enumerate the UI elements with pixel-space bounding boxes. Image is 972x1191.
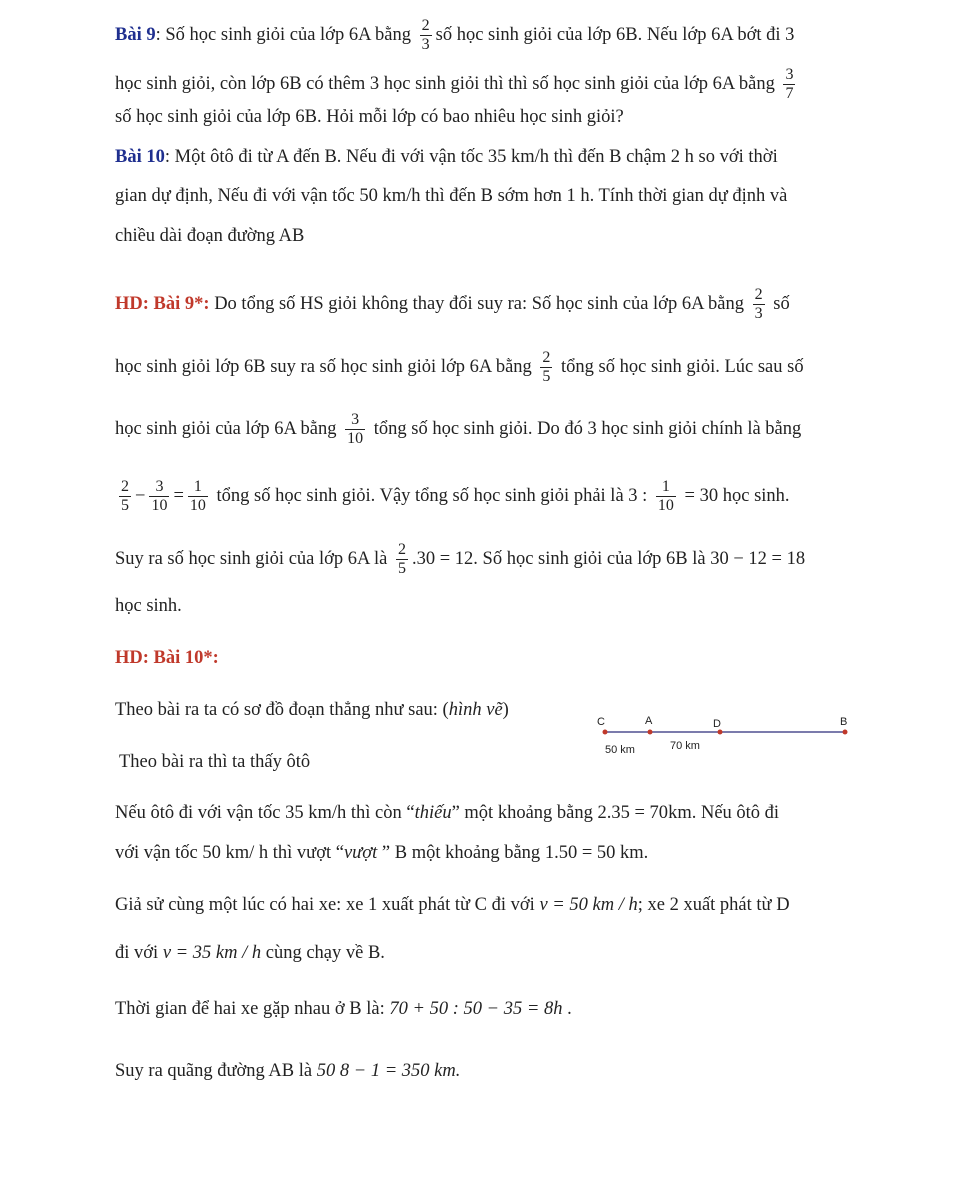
num: 2 — [397, 541, 406, 558]
fraction — [656, 478, 676, 515]
hd9-line1 — [115, 286, 790, 323]
text: ” một khoảng bằng — [451, 803, 593, 823]
text: Thời gian để hai xe gặp nhau ở B là: — [115, 999, 385, 1019]
math: 30 − 12 = 18 — [710, 548, 806, 569]
op: − — [135, 485, 146, 506]
hd10-line3 — [115, 801, 779, 825]
math: 70 + 50 : 50 − 35 = 8h — [389, 999, 563, 1019]
b10-line3: chiều dài đoạn đường AB — [115, 226, 305, 246]
text: Theo bài ra ta có sơ đồ đoạn thẳng như sau: ( — [115, 700, 449, 720]
num: 1 — [193, 478, 202, 495]
italic-text: vượt — [343, 843, 378, 863]
label-ad: 70 km — [670, 740, 700, 752]
den: 5 — [121, 497, 129, 514]
label-a: A — [645, 715, 653, 727]
b10-line1 — [115, 145, 778, 169]
math: = 30 — [684, 485, 719, 506]
text: học sinh giỏi của lớp 6A bằng — [115, 418, 337, 439]
label-ca: 50 km — [605, 744, 635, 756]
fraction — [149, 478, 169, 515]
text: học sinh giỏi, còn lớp 6B có thêm 3 học sinh giỏi thì thì số học sinh giỏi của lớp 6A bằng — [115, 73, 775, 94]
den: 3 — [421, 36, 430, 53]
hd9-line4 — [115, 478, 790, 515]
text: đi với — [115, 943, 159, 963]
b10-line2: gian dự định, Nếu đi với vận tốc 50 km/h thì đến B sớm hơn 1 h. Tính thời gian dự định và — [115, 186, 788, 206]
num: 2 — [542, 349, 551, 366]
fraction — [345, 411, 365, 448]
hd10-label-line — [115, 646, 219, 670]
hd10-line1 — [115, 698, 509, 722]
math: 2.35 = 70 — [597, 803, 669, 823]
b9-line3: số học sinh giỏi của lớp 6B. Hỏi mỗi lớp có bao nhiêu học sinh giỏi? — [115, 107, 624, 127]
text: tổng số học sinh giỏi. Lúc sau số — [561, 356, 804, 377]
fraction — [753, 286, 765, 323]
text: ” B một khoảng bằng — [377, 843, 541, 863]
text: km. Nếu ôtô đi — [668, 803, 780, 823]
italic-text: thiếu — [414, 803, 452, 823]
text: Suy ra số học sinh giỏi của lớp 6A là — [115, 548, 388, 569]
label-b: B — [840, 716, 848, 728]
text: với vận tốc 50 km/ h thì vượt “ — [115, 843, 344, 863]
math: v = 50 km / h — [539, 895, 638, 915]
text: : Số học sinh giỏi của lớp 6A bằng — [155, 24, 412, 45]
hd10-line4 — [115, 841, 648, 865]
text: . — [567, 999, 572, 1019]
b9-line1 — [115, 17, 794, 54]
point-c — [603, 730, 608, 735]
num: 2 — [421, 17, 430, 34]
hd9-line2 — [115, 349, 804, 386]
num: 2 — [754, 286, 763, 303]
text: Giả sử cùng một lúc có hai xe: xe 1 xuất phát từ C đi với — [115, 895, 535, 915]
den: 3 — [754, 305, 763, 322]
b9-line2 — [115, 66, 799, 103]
den: 7 — [785, 85, 794, 102]
math: v = 35 km / h — [162, 943, 262, 963]
fraction — [188, 478, 208, 515]
point-d — [718, 730, 723, 735]
math: 1.50 = 50 — [544, 843, 616, 863]
hd9-line5 — [115, 541, 805, 578]
op: = — [173, 485, 184, 506]
hd9-line6: học sinh. — [115, 596, 182, 616]
num: 3 — [155, 478, 164, 495]
text: . Số học sinh giỏi của lớp 6B là — [473, 548, 706, 569]
text: Do tổng số HS giỏi không thay đổi suy ra: Số học sinh của lớp 6A bằng — [214, 293, 745, 314]
den: 5 — [542, 368, 551, 385]
math: 3 : — [628, 485, 648, 506]
text: cùng chạy về B. — [265, 943, 385, 963]
segment-diagram — [595, 712, 855, 762]
text: ) — [502, 700, 509, 720]
hd10-line6 — [115, 941, 385, 965]
text: ; xe 2 xuất phát từ D — [637, 895, 790, 915]
hd10-line7 — [115, 997, 572, 1021]
num: 2 — [121, 478, 129, 495]
hd9-line3 — [115, 411, 801, 448]
fraction — [540, 349, 552, 386]
hd10-line8 — [115, 1059, 460, 1083]
label-d: D — [713, 718, 721, 730]
num: 3 — [351, 411, 360, 428]
den: 5 — [397, 560, 406, 577]
fraction — [396, 541, 408, 578]
fraction — [783, 66, 795, 103]
text: km. — [620, 843, 649, 863]
text: học sinh. — [722, 485, 790, 506]
italic-text: hình vẽ — [448, 700, 503, 720]
text: : Một ôtô đi từ A đến B. Nếu đi với vận tốc 35 km/h thì đến B chậm 2 h so với thời — [164, 147, 778, 167]
point-b — [843, 730, 848, 735]
b9-label: Bài 9 — [115, 24, 156, 45]
text: Suy ra quãng đường AB là — [115, 1061, 313, 1081]
num: 1 — [661, 478, 670, 495]
text: tổng số học sinh giỏi. Vậy tổng số học sinh giỏi phải là — [216, 485, 624, 506]
text: số — [773, 293, 790, 314]
text: tổng số học sinh giỏi. Do đó 3 học sinh giỏi chính là bằng — [373, 418, 802, 439]
text: số học sinh giỏi của lớp 6B. Nếu lớp 6A bớt đi 3 — [435, 24, 795, 45]
text: học sinh giỏi lớp 6B suy ra số học sinh giỏi lớp 6A bằng — [115, 356, 532, 377]
den: 10 — [347, 430, 364, 447]
num: 3 — [785, 66, 794, 83]
b10-label: Bài 10 — [115, 147, 165, 167]
fraction — [420, 17, 432, 54]
den: 10 — [151, 497, 168, 514]
hd10-label: HD: Bài 10*: — [115, 648, 219, 668]
den: 10 — [657, 497, 674, 514]
label-c: C — [597, 716, 605, 728]
hd10-line2: Theo bài ra thì ta thấy ôtô — [119, 752, 311, 772]
den: 10 — [189, 497, 206, 514]
hd10-line5 — [115, 893, 790, 917]
fraction — [119, 478, 131, 515]
text: Nếu ôtô đi với vận tốc 35 km/h thì còn “ — [115, 803, 415, 823]
hd9-label: HD: Bài 9*: — [115, 293, 210, 314]
math: .30 = 12 — [411, 548, 474, 569]
point-a — [648, 730, 653, 735]
math: 50 8 − 1 = 350 km. — [316, 1061, 461, 1081]
